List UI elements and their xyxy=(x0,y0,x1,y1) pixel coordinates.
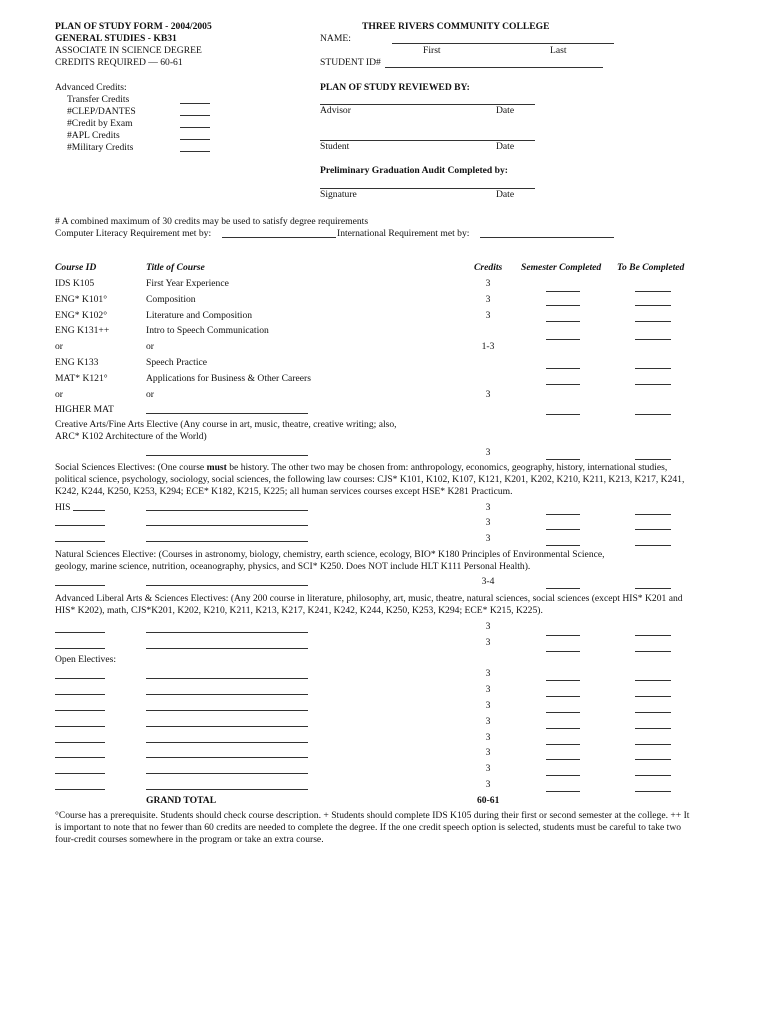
course-title-blank[interactable] xyxy=(146,686,308,695)
course-title: Applications for Business & Other Careers xyxy=(146,373,311,384)
course-id-blank[interactable] xyxy=(55,718,105,727)
student-signature-line[interactable] xyxy=(320,132,535,141)
course-credits: 3 xyxy=(485,447,491,458)
course-credits: 3 xyxy=(485,533,491,544)
course-credits: 3 xyxy=(485,747,491,758)
audit-signature-line[interactable] xyxy=(320,180,535,189)
name-field[interactable] xyxy=(392,32,614,44)
credits-required: CREDITS REQUIRED — 60-61 xyxy=(55,57,183,68)
to-be-completed-field[interactable] xyxy=(635,283,671,292)
course-credits: 3 xyxy=(485,389,491,400)
semester-completed-field[interactable] xyxy=(546,313,580,322)
student-id-field[interactable] xyxy=(385,56,603,68)
course-id-blank[interactable] xyxy=(55,517,105,526)
semester-completed-field[interactable] xyxy=(546,521,580,530)
course-id: HIGHER MAT xyxy=(55,404,114,415)
to-be-completed-field[interactable] xyxy=(635,627,671,636)
adv-credit-blank[interactable] xyxy=(180,119,210,128)
col-credits: Credits xyxy=(474,262,503,273)
to-be-completed-field[interactable] xyxy=(635,580,671,589)
semester-completed-field[interactable] xyxy=(546,767,580,776)
course-title: First Year Experience xyxy=(146,278,229,289)
course-id-blank[interactable] xyxy=(73,502,105,511)
review-title: PLAN OF STUDY REVIEWED BY: xyxy=(320,82,470,93)
course-title: Composition xyxy=(146,294,196,305)
course-title: Speech Practice xyxy=(146,357,207,368)
course-title-blank[interactable] xyxy=(146,702,308,711)
semester-completed-field[interactable] xyxy=(546,751,580,760)
audit-title: Preliminary Graduation Audit Completed by: xyxy=(320,165,508,176)
course-id-blank[interactable] xyxy=(55,686,105,695)
course-credits: 3 xyxy=(485,637,491,648)
course-credits: 3 xyxy=(485,732,491,743)
semester-completed-field[interactable] xyxy=(546,537,580,546)
college-name: THREE RIVERS COMMUNITY COLLEGE xyxy=(362,21,550,32)
adv-credit-blank[interactable] xyxy=(180,143,210,152)
advanced-liberal-desc: Advanced Liberal Arts & Sciences Electives: (Any 200 course in literature, philosophy, art, music, theatre, natural sciences, social sciences (except HIS* K201 and HIS* K202), math, CJS*K201, K202, K210, K211, K213, K217, K241, K242, K244, K250, K253, K294; ECE* K215, K225). xyxy=(55,593,683,616)
course-credits: 3 xyxy=(485,716,491,727)
course-id: ENG* K101° xyxy=(55,294,108,305)
course-title-blank[interactable] xyxy=(146,577,308,586)
course-title: Literature and Composition xyxy=(146,310,253,321)
course-title-blank[interactable] xyxy=(146,781,308,790)
to-be-completed-field[interactable] xyxy=(635,506,671,515)
creative-arts-desc: Creative Arts/Fine Arts Elective (Any course in art, music, theatre, creative writing; also, ARC* K102 Architecture of the World) xyxy=(55,419,397,442)
to-be-completed-field[interactable] xyxy=(635,360,671,369)
form-title: PLAN OF STUDY FORM - 2004/2005 xyxy=(55,21,212,32)
first-label: First xyxy=(423,45,441,56)
course-id: ENG K131++ xyxy=(55,325,110,336)
to-be-completed-field[interactable] xyxy=(635,521,671,530)
audit-date-label: Date xyxy=(496,189,515,200)
course-credits: 3 xyxy=(485,668,491,679)
course-title-blank[interactable] xyxy=(146,749,308,758)
adv-credit-blank[interactable] xyxy=(180,95,210,104)
semester-completed-field[interactable] xyxy=(546,297,580,306)
course-title-blank[interactable] xyxy=(146,624,308,633)
course-id-blank[interactable] xyxy=(55,624,105,633)
computer-literacy-label: Computer Literacy Requirement met by: xyxy=(55,228,212,239)
semester-completed-field[interactable] xyxy=(546,376,580,385)
grand-total-label: GRAND TOTAL xyxy=(146,795,217,806)
course-id-blank[interactable] xyxy=(55,749,105,758)
to-be-completed-field[interactable] xyxy=(635,720,671,729)
semester-completed-field[interactable] xyxy=(546,331,580,340)
advisor-label: Advisor xyxy=(320,105,351,116)
course-id-blank[interactable] xyxy=(55,734,105,743)
to-be-completed-field[interactable] xyxy=(635,643,671,652)
student-label: Student xyxy=(320,141,350,152)
course-id: or xyxy=(55,341,63,352)
natural-sciences-desc: Natural Sciences Elective: (Courses in astronomy, biology, chemistry, earth science, ecology, BIO* K180 Principles of Environmental Science, geology, marine science, nutrition, oceanography, physics, and SCI* K250. Does NOT include HLT K111 Personal Health). xyxy=(55,549,605,572)
course-title-blank[interactable] xyxy=(146,533,308,542)
course-credits: 3 xyxy=(485,700,491,711)
course-title-blank[interactable] xyxy=(146,502,308,511)
course-title-blank[interactable] xyxy=(146,765,308,774)
advisor-signature-line[interactable] xyxy=(320,96,535,105)
course-title-blank[interactable] xyxy=(146,447,308,456)
course-title: or xyxy=(146,341,154,352)
course-credits: 3 xyxy=(485,294,491,305)
his-label: HIS xyxy=(55,502,71,513)
course-id: ENG* K102° xyxy=(55,310,108,321)
advanced-credits-title: Advanced Credits: xyxy=(55,82,127,93)
course-credits: 3 xyxy=(485,502,491,513)
course-id-blank[interactable] xyxy=(55,640,105,649)
course-id-blank[interactable] xyxy=(55,702,105,711)
student-id-label: STUDENT ID# xyxy=(320,57,381,68)
semester-completed-field[interactable] xyxy=(546,736,580,745)
to-be-completed-field[interactable] xyxy=(635,704,671,713)
signature-label: Signature xyxy=(320,189,357,200)
course-title-blank[interactable] xyxy=(146,640,308,649)
grand-total-value: 60-61 xyxy=(477,795,500,806)
course-title: Intro to Speech Communication xyxy=(146,325,269,336)
col-course-id: Course ID xyxy=(55,262,97,273)
adv-credit-transfer: Transfer Credits xyxy=(67,94,130,105)
course-credits: 1-3 xyxy=(481,341,495,352)
col-title: Title of Course xyxy=(146,262,205,273)
course-id-blank[interactable] xyxy=(55,577,105,586)
course-id-blank[interactable] xyxy=(55,781,105,790)
adv-credit-exam: #Credit by Exam xyxy=(67,118,133,129)
adv-credit-military: #Military Credits xyxy=(67,142,134,153)
to-be-completed-field[interactable] xyxy=(635,331,671,340)
to-be-completed-field[interactable] xyxy=(635,537,671,546)
program-code: GENERAL STUDIES - KB31 xyxy=(55,33,177,44)
semester-completed-field[interactable] xyxy=(546,704,580,713)
semester-completed-field[interactable] xyxy=(546,643,580,652)
adv-credit-clep: #CLEP/DANTES xyxy=(67,106,136,117)
course-title: or xyxy=(146,389,154,400)
to-be-completed-field[interactable] xyxy=(635,297,671,306)
adv-credit-blank[interactable] xyxy=(180,131,210,140)
semester-completed-field[interactable] xyxy=(546,580,580,589)
to-be-completed-field[interactable] xyxy=(635,672,671,681)
semester-completed-field[interactable] xyxy=(546,720,580,729)
course-credits: 3-4 xyxy=(481,576,495,587)
open-electives-label: Open Electives: xyxy=(55,654,117,665)
semester-completed-field[interactable] xyxy=(546,783,580,792)
course-id-blank[interactable] xyxy=(55,533,105,542)
course-credits: 3 xyxy=(485,621,491,632)
to-be-completed-field[interactable] xyxy=(635,783,671,792)
international-field[interactable] xyxy=(480,229,614,238)
course-credits: 3 xyxy=(485,517,491,528)
to-be-completed-field[interactable] xyxy=(635,406,671,415)
semester-completed-field[interactable] xyxy=(546,451,580,460)
to-be-completed-field[interactable] xyxy=(635,767,671,776)
semester-completed-field[interactable] xyxy=(546,283,580,292)
semester-completed-field[interactable] xyxy=(546,672,580,681)
semester-completed-field[interactable] xyxy=(546,406,580,415)
course-title-blank[interactable] xyxy=(146,734,308,743)
to-be-completed-field[interactable] xyxy=(635,688,671,697)
footnote: °Course has a prerequisite. Students should check course description. + Students should complete IDS K105 during their first or second semester at the college. ++ It is important to note that no fewer than 60 credits are needed to complete the degree. If the one credit speech option is selected, students must be careful to take two four-credit courses somewhere in the program or take an extra course. xyxy=(55,810,690,845)
semester-completed-field[interactable] xyxy=(546,360,580,369)
course-id: or xyxy=(55,389,63,400)
course-title-blank[interactable] xyxy=(146,718,308,727)
course-id: MAT* K121° xyxy=(55,373,108,384)
course-credits: 3 xyxy=(485,779,491,790)
international-label: International Requirement met by: xyxy=(337,228,470,239)
semester-completed-field[interactable] xyxy=(546,627,580,636)
course-credits: 3 xyxy=(485,310,491,321)
course-id-blank[interactable] xyxy=(55,670,105,679)
course-title-blank[interactable] xyxy=(146,670,308,679)
to-be-completed-field[interactable] xyxy=(635,751,671,760)
social-sciences-desc: Social Sciences Electives: (One course must be history. The other two may be chosen from: anthropology, economics, geography, history, international studies, political science, psychology, sociology, social sciences, the following law courses: CJS* K101, K102, K107, K121, K201, K202, K210, K211, K213, K217, K241, K242, K244, K250, K253, K294; ECE* K182, K215, K225; all human services courses except HSE* K281 Practicum. xyxy=(55,462,685,497)
course-title-blank[interactable] xyxy=(146,517,308,526)
adv-credit-apl: #APL Credits xyxy=(67,130,120,141)
to-be-completed-field[interactable] xyxy=(635,376,671,385)
semester-completed-field[interactable] xyxy=(546,688,580,697)
combined-max-note: # A combined maximum of 30 credits may be used to satisfy degree requirements xyxy=(55,216,369,227)
course-credits: 3 xyxy=(485,763,491,774)
student-date-label: Date xyxy=(496,141,515,152)
course-credits: 3 xyxy=(485,684,491,695)
last-label: Last xyxy=(550,45,567,56)
col-semester: Semester Completed xyxy=(521,262,602,273)
course-credits: 3 xyxy=(485,278,491,289)
col-tbc: To Be Completed xyxy=(617,262,685,273)
course-title-blank[interactable] xyxy=(146,405,308,414)
to-be-completed-field[interactable] xyxy=(635,451,671,460)
adv-credit-blank[interactable] xyxy=(180,107,210,116)
to-be-completed-field[interactable] xyxy=(635,736,671,745)
course-id-blank[interactable] xyxy=(55,765,105,774)
advisor-date-label: Date xyxy=(496,105,515,116)
degree-label: ASSOCIATE IN SCIENCE DEGREE xyxy=(55,45,202,56)
semester-completed-field[interactable] xyxy=(546,506,580,515)
name-label: NAME: xyxy=(320,33,351,44)
computer-literacy-field[interactable] xyxy=(222,229,336,238)
to-be-completed-field[interactable] xyxy=(635,313,671,322)
course-id: IDS K105 xyxy=(55,278,95,289)
course-id: ENG K133 xyxy=(55,357,99,368)
